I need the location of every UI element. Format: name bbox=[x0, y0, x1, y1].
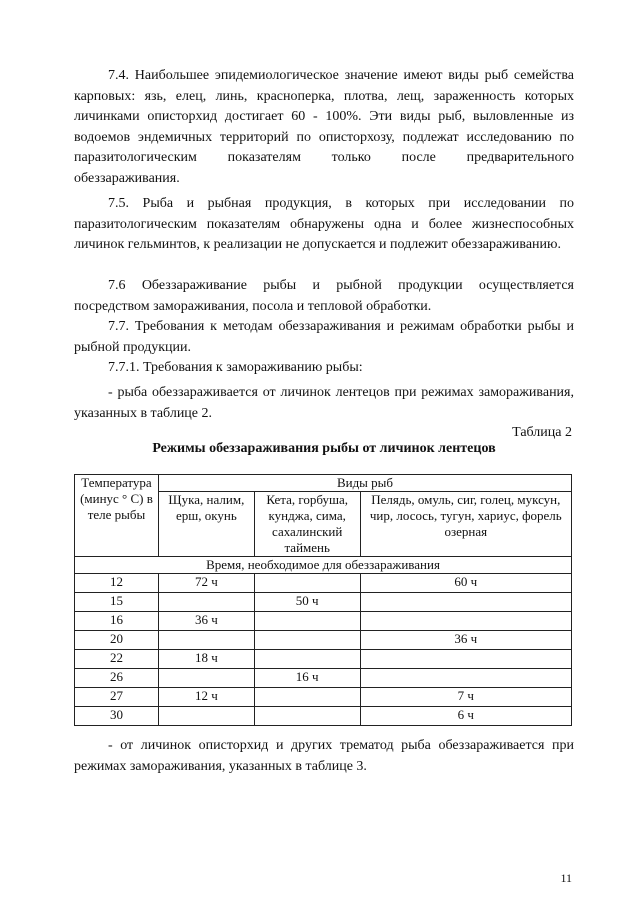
time-cell: 72 ч bbox=[158, 574, 254, 593]
species-col-2: Кета, горбуша, кунджа, сима, сахалинский таймень bbox=[254, 492, 360, 557]
page-number: 11 bbox=[560, 871, 572, 885]
time-cell bbox=[254, 574, 360, 593]
paragraph-7-7-1: 7.7.1. Требования к замораживанию рыбы: bbox=[108, 360, 363, 375]
species-header: Виды рыб bbox=[158, 475, 571, 492]
paragraph-trematode-freezing: - от личинок описторхид и других трематод рыба обеззараживается при режимах замораживания, указанных в таблице 3. bbox=[74, 738, 574, 774]
time-cell bbox=[360, 612, 571, 631]
time-cell: 16 ч bbox=[254, 669, 360, 688]
temperature-header: Температура (минус ° С) в теле рыбы bbox=[75, 475, 159, 557]
table-row bbox=[75, 631, 572, 650]
time-cell bbox=[254, 688, 360, 707]
time-cell: 50 ч bbox=[254, 593, 360, 612]
time-header-row bbox=[75, 557, 572, 574]
time-cell bbox=[360, 650, 571, 669]
time-cell: 12 ч bbox=[158, 688, 254, 707]
time-cell: 60 ч bbox=[360, 574, 571, 593]
temp-cell: 26 bbox=[75, 669, 159, 688]
temp-cell: 30 bbox=[75, 707, 159, 726]
time-cell: 6 ч bbox=[360, 707, 571, 726]
temp-cell: 15 bbox=[75, 593, 159, 612]
table-row bbox=[75, 688, 572, 707]
time-cell bbox=[158, 593, 254, 612]
time-cell bbox=[360, 669, 571, 688]
temp-cell: 16 bbox=[75, 612, 159, 631]
species-col-3: Пелядь, омуль, сиг, голец, муксун, чир, лосось, тугун, хариус, форель озерная bbox=[360, 492, 571, 557]
time-cell: 36 ч bbox=[158, 612, 254, 631]
temp-cell: 27 bbox=[75, 688, 159, 707]
table-row bbox=[75, 612, 572, 631]
table-row bbox=[75, 650, 572, 669]
paragraph-tapeworm-freezing: - рыба обеззараживается от личинок лентецов при режимах замораживания, указанных в таблице 2. bbox=[74, 385, 574, 421]
temp-cell: 12 bbox=[75, 574, 159, 593]
freezing-table bbox=[74, 474, 572, 726]
paragraph-7-6: 7.6 Обеззараживание рыбы и рыбной продукции осуществляется посредством замораживания, посола и тепловой обработки. bbox=[74, 278, 574, 314]
time-cell bbox=[158, 631, 254, 650]
species-col-1: Щука, налим, ерш, окунь bbox=[158, 492, 254, 557]
time-cell bbox=[360, 593, 571, 612]
paragraph-7-4: 7.4. Наибольшее эпидемиологическое значение имеют виды рыб семейства карповых: язь, елец, линь, красноперка, плотва, лещ, зараженность которых личинками описторхид достигает 60 - 100%. Эти виды рыб, выловленные из водоемов эндемичных территорий по описторхозу, подлежат исследованию по паразитологическим показателям только после предварительного обеззараживания. bbox=[74, 68, 574, 186]
time-header: Время, необходимое для обеззараживания bbox=[75, 557, 572, 574]
time-cell bbox=[254, 707, 360, 726]
temp-cell: 22 bbox=[75, 650, 159, 669]
time-cell: 18 ч bbox=[158, 650, 254, 669]
paragraph-7-7: 7.7. Требования к методам обеззараживания и режимам обработки рыбы и рыбной продукции. bbox=[74, 319, 574, 355]
table-header-row bbox=[75, 475, 572, 492]
time-cell bbox=[254, 650, 360, 669]
table-title: Режимы обеззараживания рыбы от личинок лентецов bbox=[152, 441, 496, 456]
temp-cell: 20 bbox=[75, 631, 159, 650]
table-row bbox=[75, 593, 572, 612]
table-caption: Таблица 2 bbox=[512, 425, 572, 440]
time-cell: 36 ч bbox=[360, 631, 571, 650]
table-row bbox=[75, 707, 572, 726]
paragraph-7-5: 7.5. Рыба и рыбная продукция, в которых при исследовании по паразитологическим показателям обнаружены одна и более жизнеспособных личинок гельминтов, к реализации не допускается и подлежит обеззараживанию. bbox=[74, 196, 574, 252]
time-cell: 7 ч bbox=[360, 688, 571, 707]
time-cell bbox=[254, 631, 360, 650]
time-cell bbox=[158, 669, 254, 688]
table-row bbox=[75, 669, 572, 688]
time-cell bbox=[158, 707, 254, 726]
table-row bbox=[75, 574, 572, 593]
time-cell bbox=[254, 612, 360, 631]
